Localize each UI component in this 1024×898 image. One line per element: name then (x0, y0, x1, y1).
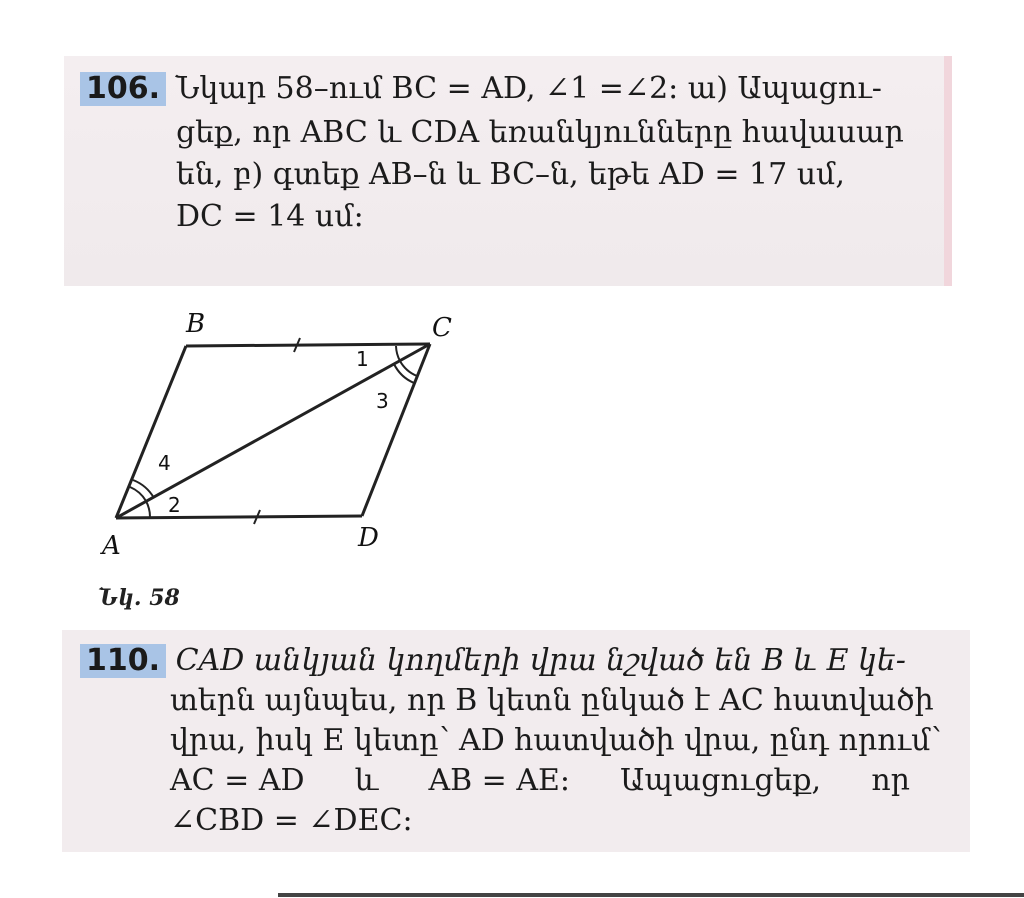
conjunction-and: և (354, 763, 379, 798)
problem-106-text-4: DC = 14 սմ: (176, 199, 364, 234)
vertex-c-label: C (432, 313, 452, 343)
parallelogram-diagram (80, 292, 490, 622)
arc-angle-2 (146, 501, 150, 517)
angle-4-label: 4 (158, 451, 171, 475)
vertex-a-label: A (102, 531, 121, 561)
problem-110-text-3: վրա, իսկ E կետը՝ AD հատվածի վրա, ընդ որում՝ (170, 723, 942, 758)
that-word: որ (871, 763, 910, 798)
problem-110 (80, 642, 940, 847)
side-bc (186, 344, 430, 346)
figure-58 (80, 292, 490, 622)
problem-106-text-3: են, բ) գտեք AB–ն և BC–ն, եթե AD = 17 սմ, (176, 157, 845, 192)
problem-110-number: 110. (80, 644, 166, 678)
side-ad (116, 516, 362, 518)
arc-angle-4-inner (130, 487, 146, 501)
problem-106-text-1: Նկար 58–ում BC = AD, ∠1 =∠2: ա) Ապացու- (175, 71, 882, 106)
problem-110-text-2: տերն այնպես, որ B կետն ընկած է AC հատվածի (170, 683, 934, 718)
vertex-b-label: B (186, 309, 206, 339)
arc-angle-4-outer (133, 480, 154, 498)
side-cd (362, 344, 430, 516)
vertex-d-label: D (358, 523, 379, 553)
problem-106-line-1 (80, 70, 882, 107)
problem-110-text-5: ∠CBD = ∠DEC: (170, 803, 413, 838)
prove-word: Ապացուցեք, (620, 763, 822, 798)
angle-1-label: 1 (356, 347, 369, 371)
figure-caption: Նկ. 58 (98, 585, 180, 611)
problem-106 (80, 70, 920, 270)
arc-angle-3-inner (400, 361, 417, 376)
problem-106-number: 106. (80, 72, 166, 106)
problem-110-line-1 (80, 642, 906, 679)
condition-ab-ae: AB = AE: (428, 763, 571, 798)
angle-2-label: 2 (168, 493, 181, 517)
arc-angle-1 (396, 346, 400, 361)
problem-106-text-2: ցեք, որ ABC և CDA եռանկյունները հավասար (176, 115, 904, 150)
problem-110-line-4 (170, 762, 910, 799)
condition-ac-ad: AC = AD (170, 763, 305, 798)
angle-3-label: 3 (376, 389, 389, 413)
bottom-rule (278, 893, 1024, 897)
diagonal-ac (116, 344, 430, 518)
problem-110-text-1: CAD անկյան կողմերի վրա նշված են B և E կե- (175, 643, 906, 678)
